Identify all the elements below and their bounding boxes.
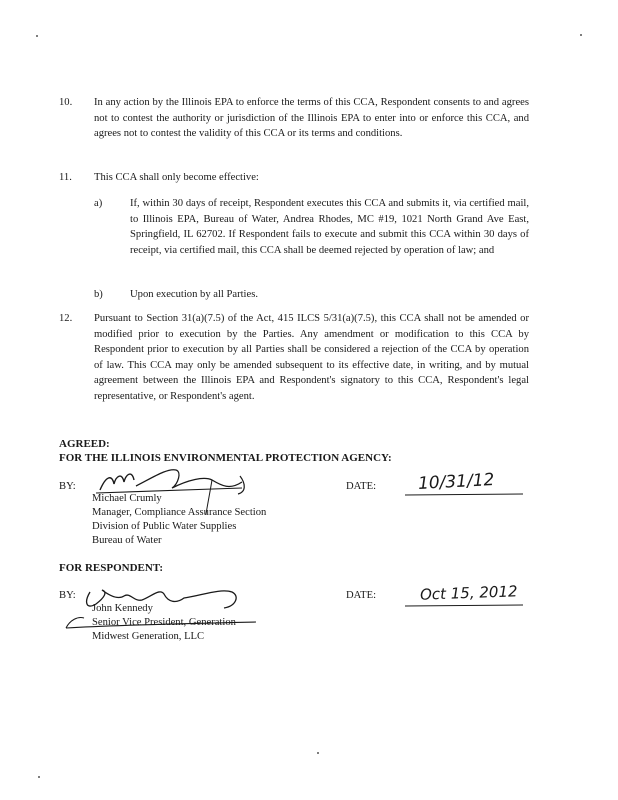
agency-signatory <box>92 492 266 548</box>
paragraph-12 <box>59 311 529 405</box>
subparagraph-text: If, within 30 days of receipt, Respondent executes this CCA and submits it, via certified mail, to Illinois EPA, Bureau of Water, Andrea Rhodes, MC #19, 1021 North Grand Ave East, Springfield, IL 62702. If Respondent fails to execute and submit this CCA within 30 days of receipt, via certified mail, this CCA shall be deemed rejected by operation of law; and <box>130 198 529 256</box>
agency-by-label: BY: <box>59 481 76 492</box>
signatory-name: Michael Crumly <box>92 493 162 504</box>
respondent-by-label: BY: <box>59 590 76 601</box>
scan-speck <box>38 776 40 778</box>
signatory-company: Midwest Generation, LLC <box>92 631 205 642</box>
paragraph-text: In any action by the Illinois EPA to enforce the terms of this CCA, Respondent consents to and agrees not to contest the authority or jurisdiction of the Illinois EPA to enter into or enforce this CCA, and agrees not to contest the validity of this CCA or its terms and conditions. <box>94 97 529 140</box>
respondent-heading: FOR RESPONDENT: <box>59 562 163 574</box>
paragraph-text: This CCA shall only become effective: <box>94 172 259 183</box>
respondent-handwritten-date: Oct 15, 2012 <box>419 582 518 604</box>
scan-speck <box>36 35 38 37</box>
paragraph-10 <box>59 95 529 142</box>
scan-speck <box>580 34 582 36</box>
signatory-title: Senior Vice President, Generation <box>92 617 236 628</box>
agency-heading: FOR THE ILLINOIS ENVIRONMENTAL PROTECTION AGENCY: <box>59 452 392 464</box>
paragraph-number: 12. <box>59 313 73 324</box>
subparagraph-text: Upon execution by all Parties. <box>130 289 258 300</box>
paragraph-11 <box>59 170 529 186</box>
subparagraph-b <box>94 287 529 303</box>
subparagraph-letter: a) <box>94 198 103 209</box>
agency-date-label: DATE: <box>346 481 377 492</box>
subparagraph-a <box>94 196 529 258</box>
scan-speck <box>317 752 319 754</box>
respondent-date-underline <box>405 603 525 609</box>
paragraph-number: 11. <box>59 172 72 183</box>
signatory-title: Manager, Compliance Assurance Section <box>92 507 267 518</box>
agency-handwritten-date: 10/31/12 <box>417 470 495 494</box>
subparagraph-letter: b) <box>94 289 103 300</box>
signatory-division: Division of Public Water Supplies <box>92 521 237 532</box>
respondent-date-label: DATE: <box>346 590 377 601</box>
signatory-bureau: Bureau of Water <box>92 535 162 546</box>
agreed-heading: AGREED: <box>59 438 110 450</box>
respondent-signatory <box>92 602 236 644</box>
signatory-name: John Kennedy <box>92 603 153 614</box>
paragraph-number: 10. <box>59 97 73 108</box>
paragraph-text: Pursuant to Section 31(a)(7.5) of the Act, 415 ILCS 5/31(a)(7.5), this CCA shall not be amended or modified prior to execution by the Parties. Any amendment or modification to this CCA by Respondent prior to execution by all Parties shall be considered a rejection of the CCA by operation of law. This CCA may only be amended subsequent to its effective date, in writing, and by mutual agreement between the Illinois EPA and Respondent's signatory to this CCA, Respondent's legal representative, or Respondent's agent. <box>94 313 529 402</box>
